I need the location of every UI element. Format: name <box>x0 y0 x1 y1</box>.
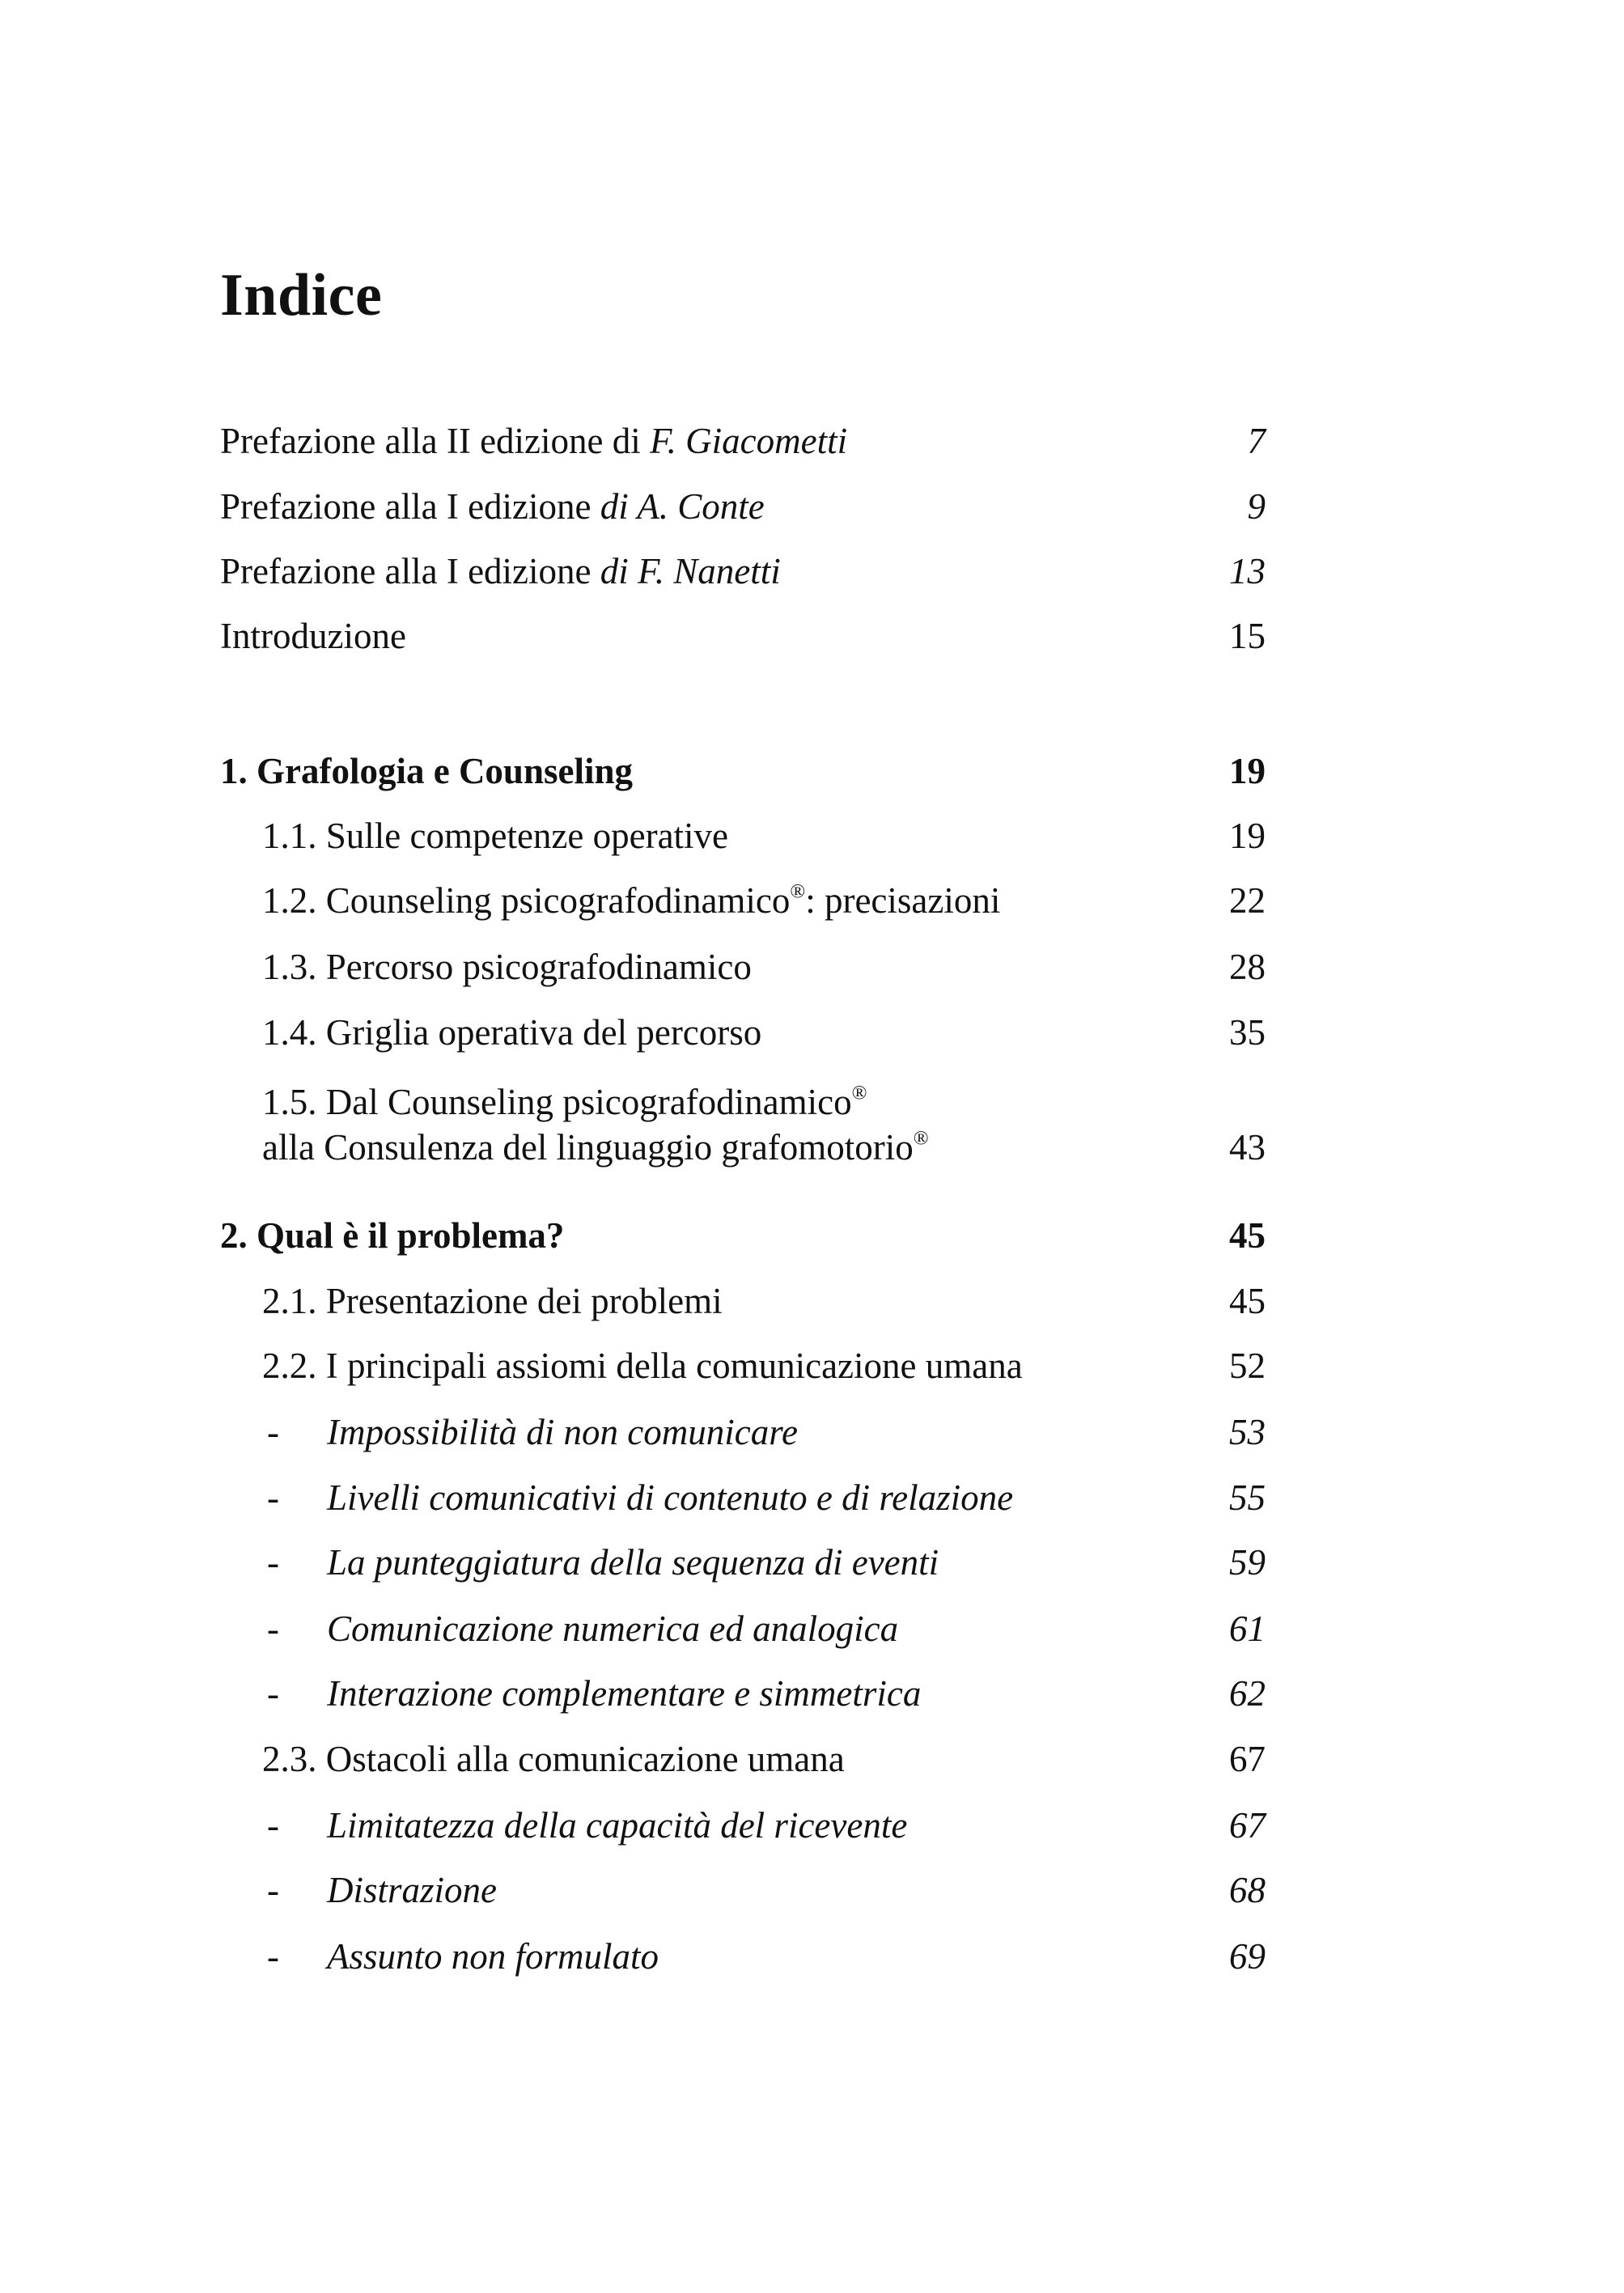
page-number: 67 <box>1229 1805 1266 1846</box>
page-number: 43 <box>1229 1127 1266 1168</box>
toc-subsection-impossibilita[interactable] <box>220 1414 1266 1451</box>
section-number: 1.5. <box>262 1082 317 1122</box>
subsection-title: Assunto non formulato <box>327 1936 659 1977</box>
page-number: 61 <box>1229 1608 1266 1649</box>
dash-bullet: - <box>267 1805 279 1846</box>
subsection-title: Comunicazione numerica ed analogica <box>327 1608 899 1649</box>
section-title-line1: Dal Counseling psicografodinamico <box>325 1082 852 1122</box>
subsection-title: Distrazione <box>327 1870 498 1910</box>
section-title: Percorso psicografodinamico <box>325 947 752 987</box>
toc-subsection-limitatezza[interactable] <box>220 1805 1266 1846</box>
section-title: I principali assiomi della comunicazione umana <box>325 1346 1023 1386</box>
page-title: Indice <box>220 262 383 328</box>
entry-text: Prefazione alla I edizione <box>220 486 600 527</box>
entry-text: Prefazione alla II edizione di <box>220 421 650 461</box>
page-number: 55 <box>1229 1477 1266 1518</box>
page-number: 35 <box>1229 1012 1266 1053</box>
entry-text: Prefazione alla I edizione <box>220 551 600 591</box>
section-title-suffix: : precisazioni <box>805 880 1001 921</box>
section-number: 2.1. <box>262 1281 317 1321</box>
toc-entry-preface-1-nanetti[interactable] <box>220 553 1266 590</box>
registered-mark: ® <box>790 880 806 903</box>
chapter-title: 1. Grafologia e Counseling <box>220 751 634 791</box>
toc-section-2-2[interactable] <box>220 1348 1266 1384</box>
dash-bullet: - <box>267 1542 279 1583</box>
page-number: 62 <box>1229 1673 1266 1714</box>
page-number: 9 <box>1247 486 1266 527</box>
toc-chapter-2[interactable] <box>220 1215 1266 1256</box>
registered-mark: ® <box>913 1127 929 1150</box>
page-number: 53 <box>1229 1412 1266 1452</box>
subsection-title: Livelli comunicativi di contenuto e di relazione <box>327 1477 1014 1518</box>
dash-bullet: - <box>267 1936 279 1977</box>
dash-bullet: - <box>267 1412 279 1452</box>
section-title: Presentazione dei problemi <box>325 1281 723 1321</box>
subsection-title: Limitatezza della capacità del ricevente <box>327 1805 908 1846</box>
page-number: 22 <box>1229 880 1266 921</box>
toc-subsection-numerica[interactable] <box>220 1608 1266 1649</box>
dash-bullet: - <box>267 1477 279 1518</box>
section-number: 2.2. <box>262 1346 317 1386</box>
toc-subsection-punteggiatura[interactable] <box>220 1542 1266 1583</box>
entry-text: Introduzione <box>220 616 406 656</box>
page-number: 52 <box>1229 1346 1266 1386</box>
toc-section-1-3[interactable] <box>220 949 1266 985</box>
entry-author: di F. Nanetti <box>600 551 781 591</box>
page-number: 15 <box>1229 616 1266 656</box>
section-number: 1.3. <box>262 947 317 987</box>
toc-subsection-distrazione[interactable] <box>220 1872 1266 1909</box>
dash-bullet: - <box>267 1673 279 1714</box>
dash-bullet: - <box>267 1870 279 1910</box>
page-number: 19 <box>1229 751 1266 791</box>
toc-entry-introduzione[interactable] <box>220 618 1266 655</box>
page-number: 19 <box>1229 816 1266 856</box>
section-number: 1.4. <box>262 1012 317 1053</box>
toc-chapter-1[interactable] <box>220 753 1266 790</box>
section-number: 2.3. <box>262 1739 317 1779</box>
toc-section-2-1[interactable] <box>220 1283 1266 1320</box>
subsection-title: Interazione complementare e simmetrica <box>327 1673 922 1714</box>
toc-section-2-3[interactable] <box>220 1741 1266 1778</box>
entry-author: F. Giacometti <box>650 421 848 461</box>
toc-subsection-assunto[interactable] <box>220 1936 1266 1977</box>
section-title-line2: alla Consulenza del linguaggio grafomotorio <box>262 1127 914 1168</box>
page-number: 13 <box>1229 551 1266 591</box>
page-number: 7 <box>1247 421 1266 461</box>
toc-entry-preface-2[interactable] <box>220 423 1266 460</box>
section-number: 1.2. <box>262 880 317 921</box>
subsection-title: La punteggiatura della sequenza di eventi <box>327 1542 939 1583</box>
page-number: 69 <box>1229 1936 1266 1977</box>
toc-section-1-4[interactable] <box>220 1012 1266 1053</box>
toc-subsection-livelli[interactable] <box>220 1477 1266 1518</box>
toc-section-1-2[interactable] <box>220 880 1266 921</box>
registered-mark: ® <box>851 1082 867 1104</box>
section-title: Griglia operativa del percorso <box>325 1012 762 1053</box>
page-number: 59 <box>1229 1542 1266 1583</box>
page-number: 67 <box>1229 1739 1266 1779</box>
chapter-title: 2. Qual è il problema? <box>220 1215 565 1256</box>
section-title: Sulle competenze operative <box>325 816 729 856</box>
dash-bullet: - <box>267 1608 279 1649</box>
toc-entry-preface-1-conte[interactable] <box>220 486 1266 527</box>
subsection-title: Impossibilità di non comunicare <box>327 1412 799 1452</box>
section-number: 1.1. <box>262 816 317 856</box>
section-title: Counseling psicografodinamico <box>325 880 791 921</box>
section-title: Ostacoli alla comunicazione umana <box>325 1739 845 1779</box>
page-number: 28 <box>1229 947 1266 987</box>
page-number: 45 <box>1229 1215 1266 1256</box>
toc-section-1-5[interactable] <box>220 1079 1266 1171</box>
page-number: 45 <box>1229 1281 1266 1321</box>
entry-author: di A. Conte <box>600 486 765 527</box>
toc-section-1-1[interactable] <box>220 818 1266 854</box>
toc-subsection-interazione[interactable] <box>220 1673 1266 1714</box>
page-number: 68 <box>1229 1870 1266 1910</box>
